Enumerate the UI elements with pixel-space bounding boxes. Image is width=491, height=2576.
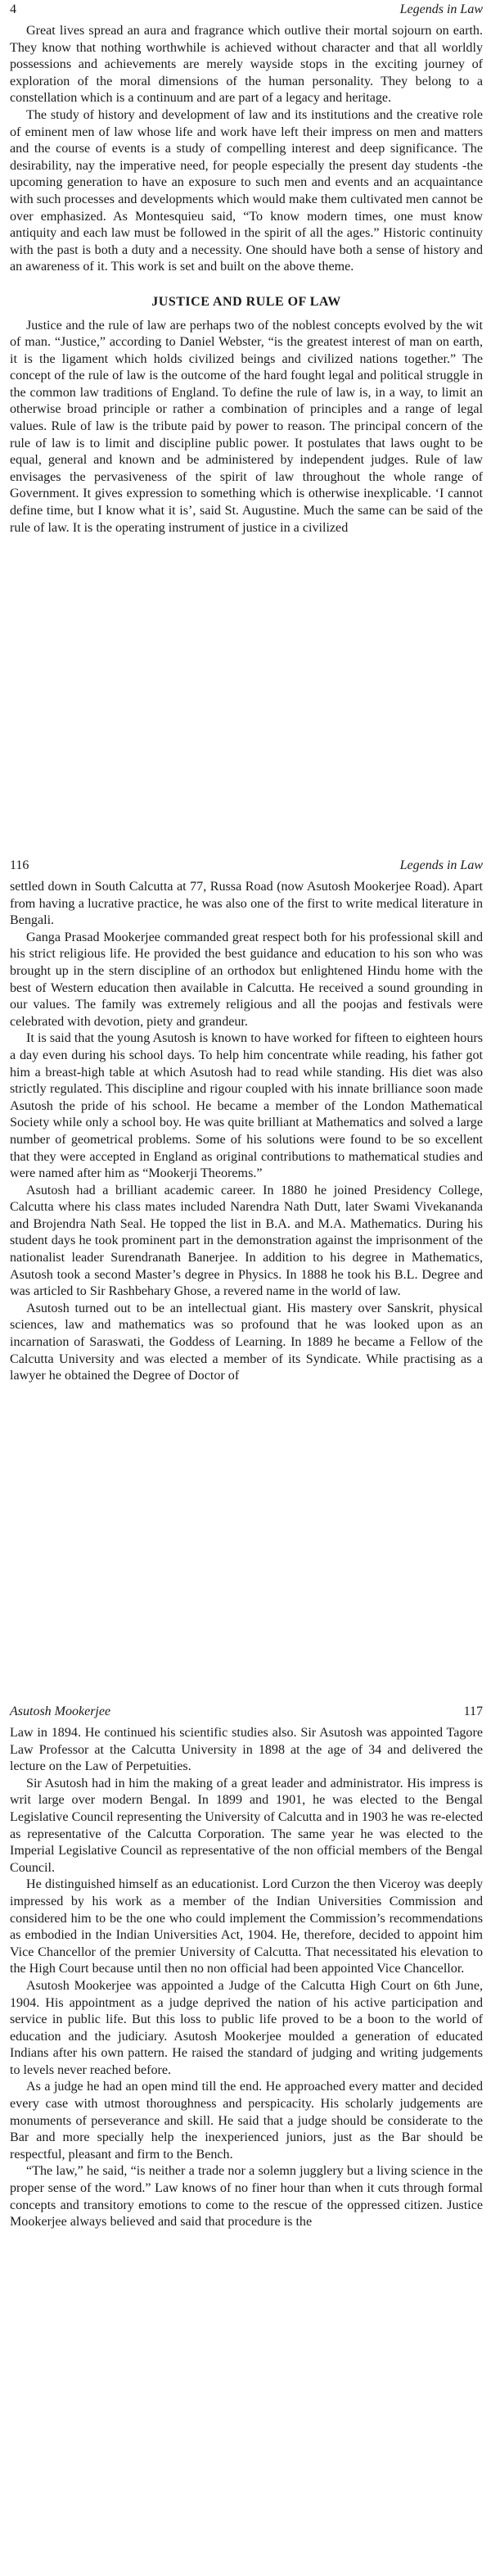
page-header	[10, 1704, 483, 1722]
page-header	[10, 858, 483, 876]
paragraph: Asutosh Mookerjee was appointed a Judge of the Calcutta High Court on 6th June, 1904. His appointment as a judge deprived the nation of his active participation and service in public life. But this loss to public life proved to be a boon to the world of education and the judiciary. Asutosh Mookerjee moulded a generation of educated Indians after his own pattern. He raised the standard of judging and writing judgements to levels never reached before.	[10, 1978, 483, 2077]
paragraph: Ganga Prasad Mookerjee commanded great respect both for his professional skill and his strict religious life. He provided the best guidance and education to his son who was brought up in the stern discipline of an orthodox but enlightened Hindu home with the best of Western education then available in Calcutta. He received a sound grounding in our values. The family was extremely religious and all the poojas and festivals were celebrated with devotion, piety and grandeur.	[10, 930, 483, 1029]
section-heading: JUSTICE AND RULE OF LAW	[151, 294, 341, 309]
paragraph: Sir Asutosh had in him the making of a great leader and administrator. His impress is writ large over modern Bengal. In 1899 and 1901, he was elected to the Bengal Legislative Council representing the University of Calcutta and in 1903 he was re-elected as representative of the Calcutta Corporation. The same year he was elected to the Imperial Legislative Council as representative of the non official members of the Bengal Council.	[10, 1776, 483, 1875]
book-page-117	[0, 1687, 491, 2576]
continued-paragraph: settled down in South Calcutta at 77, Russa Road (now Asutosh Mookerjee Road). Apart from having a lucrative practice, he was also one of the first to write medical literature in Bengali.	[10, 880, 483, 928]
running-head: Legends in Law	[399, 858, 483, 872]
paragraph: “The law,” he said, “is neither a trade nor a solemn jugglery but a living science in the proper sense of the word.” Law knows of no finer hour than when it cuts through formal concepts and transitory emotions to come to the rescue of the oppressed citizen. Justice Mookerjee always believed and said that procedure is the	[10, 2164, 483, 2230]
page-number: 4	[10, 2, 16, 16]
paragraph: Justice and the rule of law are perhaps two of the noblest concepts evolved by the wit of man. “Justice,” according to Daniel Webster, “is the greatest interest of man on earth, it is the ligament which holds civilized beings and civilized nations together.” The concept of the rule of law is the outcome of the hard fought legal and political struggle in the common law traditions of England. To define the rule of law is, in a way, to limit an otherwise broad principle or rather a combination of principles and a range of legal values. Rule of law is the tribute paid by power to reason. The principal concern of the rule of law is to limit and discipline public power. It postulates that laws ought to be equal, general and known and be administered by independent judges. Rule of law envisages the pervasiveness of the spirit of law throughout the whole range of Government. It gives expression to something which is otherwise inexplicable. ‘I cannot define time, but I know what it is’, said St. Augustine. Much the same can be said of the rule of law. It is the operating instrument of justice in a civilized	[10, 318, 483, 535]
continued-paragraph: Law in 1894. He continued his scientific studies also. Sir Asutosh was appointed Tagore Law Professor at the Calcutta University in 1898 at the age of 34 and delivered the lecture on the Law of Perpetuities.	[10, 1726, 483, 1774]
page-number: 117	[463, 1705, 483, 1718]
running-head: Asutosh Mookerjee	[10, 1705, 111, 1718]
paragraph: Great lives spread an aura and fragrance which outlive their mortal sojourn on earth. They know that nothing worthwhile is achieved without character and that all worldly possessions and achievements are merely wayside stops in the exciting journey of exploration of the moral dimensions of the human personality. They belong to a constellation which is a continuum and are part of a legacy and heritage.	[10, 24, 483, 106]
running-head: Legends in Law	[399, 2, 483, 16]
paragraph: He distinguished himself as an educationist. Lord Curzon the then Viceroy was deeply impressed by his work as a member of the Indian Universities Commission and considered him to be the one who could implement the Commission’s recommendations as embodied in the Indian Universities Act, 1904. He, therefore, decided to appoint him Vice Chancellor of the premier University of Calcutta. That necessitated his elevation to the High Court because until then no non official had been appointed Vice Chancellor.	[10, 1877, 483, 1976]
book-page-116	[0, 840, 491, 1687]
paragraph: The study of history and development of law and its institutions and the creative role of eminent men of law whose life and work have left their impress on men and matters and the course of events is a study of compelling interest and deep significance. The desirability, nay the imperative need, for people especially the present day students -the upcoming generation to have an exposure to such men and events and an acquaintance with such processes and developments which would make them cultivated men cannot be over emphasized. As Montesquieu said, “To know modern times, one must know antiquity and each law must be followed in the spirit of all the ages.” Historic continuity with the past is both a duty and a necessity. One should have both a sense of history and an awareness of it. This work is set and built on the above theme.	[10, 107, 483, 274]
page-header	[10, 2, 483, 20]
page-number: 116	[10, 858, 29, 872]
paragraph: Asutosh had a brilliant academic career. In 1880 he joined Presidency College, Calcutta where his class mates included Narendra Nath Dutt, later Swami Vivekananda and Brojendra Nath Seal. He topped the list in B.A. and M.A. Mathematics. During his student days he took prominent part in the demonstration against the imprisonment of the nationalist leader Surendranath Banerjee. In addition to his degree in Mathematics, Asutosh took a second Master’s degree in Physics. In 1888 he took his B.L. Degree and was articled to Sir Rashbehary Ghose, a revered name in the world of law.	[10, 1183, 483, 1299]
paragraph: It is said that the young Asutosh is known to have worked for fifteen to eighteen hours a day even during his school days. To help him concentrate while reading, his father got him a breast-high table at which Asutosh had to read while standing. His diet was also strictly regulated. This discipline and rigour coupled with his innate brilliance soon made Asutosh the pride of his school. He became a member of the London Mathematical Society while only a school boy. He was quite brilliant at Mathematics and solved a large number of geometrical problems. Some of his solutions were found to be so excellent that they were accepted in England as original contributions to mathematical studies and were named after him as “Mookerji Theorems.”	[10, 1031, 483, 1181]
paragraph: As a judge he had an open mind till the end. He approached every matter and decided every case with utmost thoroughness and perspicacity. His scholarly judgements are monuments of perseverance and skill. He said that a judge should be considerate to the Bar and more specially help the inexperienced juniors, just as the Bar should be respectful, pleasant and firm to the Bench.	[10, 2080, 483, 2162]
paragraph: Asutosh turned out to be an intellectual giant. His mastery over Sanskrit, physical sciences, law and mathematics was so profound that he was looked upon as an incarnation of Saraswati, the Goddess of Learning. In 1889 he became a Fellow of the Calcutta University and was elected a member of its Syndicate. While practising as a lawyer he obtained the Degree of Doctor of	[10, 1301, 483, 1383]
book-page-4	[0, 0, 491, 840]
